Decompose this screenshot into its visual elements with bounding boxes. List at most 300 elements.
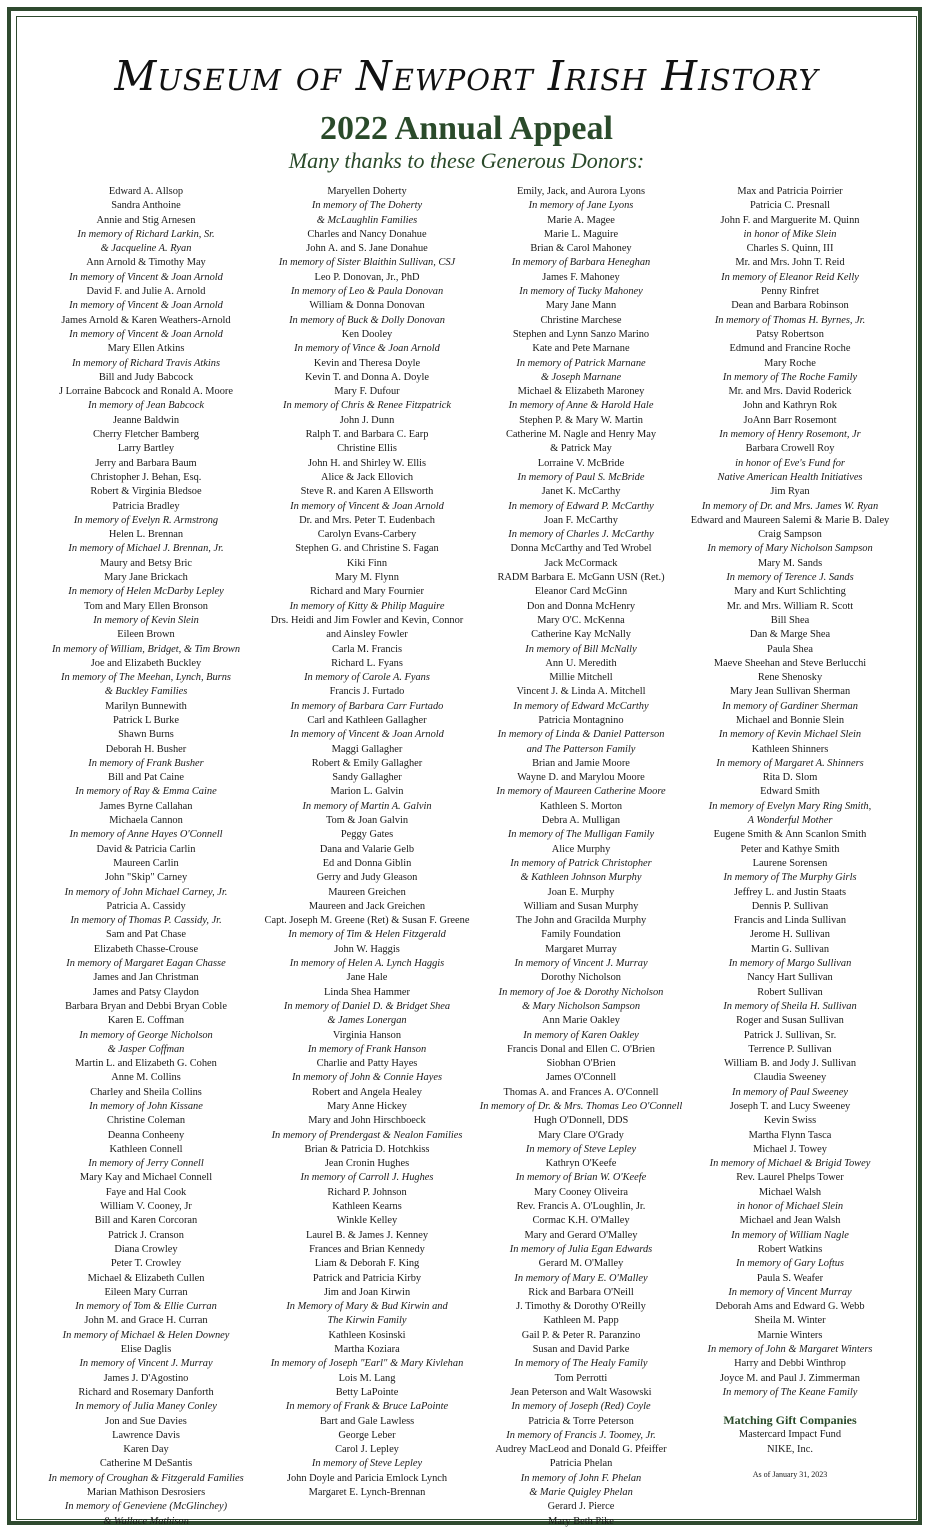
memorial-line: in honor of Michael Slein [736, 1201, 844, 1213]
memorial-line: In memory of Frank Busher [88, 757, 204, 769]
donor-name: Kathleen Shinners [751, 743, 829, 755]
donor-name: Paula S. Weafer [756, 1272, 824, 1284]
donor-name: Don and Donna McHenry [526, 600, 636, 612]
donor-name: Jeffrey L. and Justin Staats [733, 886, 847, 898]
memorial-line: In memory of Mary Nicholson Sampson [707, 543, 873, 555]
donor-name: Bill and Karen Corcoran [94, 1215, 198, 1227]
memorial-line: In memory of Vince & Joan Arnold [294, 343, 440, 355]
donor-name: Michael & Elizabeth Maroney [517, 386, 645, 398]
donor-name: Kathleen M. Papp [543, 1315, 619, 1327]
donor-name: Elise Daglis [120, 1344, 172, 1356]
donor-name: Lois M. Lang [338, 1372, 396, 1384]
memorial-line: In memory of Michael & Brigid Towey [709, 1158, 871, 1170]
memorial-line: In memory of Sheila H. Sullivan [723, 1000, 857, 1012]
memorial-line: & Wallace Mathison [103, 1515, 189, 1527]
donor-name: Jerome H. Sullivan [750, 929, 830, 941]
donor-name: Vincent J. & Linda A. Mitchell [516, 686, 646, 698]
donor-name: Lorraine V. McBride [537, 457, 625, 469]
donor-name: Ken Dooley [341, 328, 393, 340]
donor-name: Gerry and Judy Gleason [316, 872, 418, 884]
donor-name: Siobhan O'Brien [546, 1058, 616, 1070]
memorial-line: In memory of Margaret Eagan Chasse [66, 958, 226, 970]
memorial-line: In memory of Chris & Renee Fitzpatrick [283, 400, 451, 412]
donor-name: Jean Peterson and Walt Wasowski [510, 1386, 652, 1398]
donor-name: Marnie Winters [757, 1329, 823, 1341]
donor-name: John A. and S. Jane Donahue [306, 243, 428, 255]
memorial-line: In memory of The Mulligan Family [507, 829, 655, 841]
donor-name: Christine Coleman [106, 1115, 186, 1127]
donor-name: Eileen Brown [117, 629, 175, 641]
memorial-line: and The Patterson Family [526, 743, 636, 755]
donor-name: Stephen G. and Christine S. Fagan [295, 543, 439, 555]
donor-name: Francis and Linda Sullivan [733, 915, 847, 927]
donor-name: Wayne D. and Marylou Moore [517, 772, 645, 784]
memorial-line: In memory of Carroll J. Hughes [300, 1172, 434, 1184]
donor-name: Thomas A. and Frances A. O'Connell [503, 1086, 659, 1098]
memorial-line: In memory of Prendergast & Nealon Families [271, 1129, 463, 1141]
donor-name: Carolyn Evans-Carbery [317, 529, 417, 541]
donor-name: Peter and Kathye Smith [740, 843, 840, 855]
donor-name: Sandy Gallagher [332, 772, 402, 784]
donor-name: John J. Dunn [339, 414, 395, 426]
donor-name: Michael and Bonnie Slein [735, 714, 845, 726]
donor-name: Christine Ellis [337, 443, 397, 455]
donor-name: Shawn Burns [118, 729, 174, 741]
memorial-line: In memory of Jean Babcock [88, 400, 204, 412]
memorial-line: In memory of Croughan & Fitzgerald Families [48, 1472, 244, 1484]
donor-name: Ed and Donna Giblin [322, 857, 412, 869]
memorial-line: In memory of Richard Travis Atkins [71, 357, 221, 369]
donor-name: Charley and Sheila Collins [90, 1086, 202, 1098]
memorial-line: In memory of John Kissane [89, 1101, 203, 1112]
donor-name: Bill and Judy Babcock [98, 371, 194, 383]
appeal-title: 2022 Annual Appeal [320, 110, 613, 147]
donor-name: Michael Walsh [758, 1186, 822, 1198]
donor-name: Betty LaPointe [335, 1386, 399, 1398]
thanks-subtitle: Many thanks to these Generous Donors: [288, 148, 645, 173]
donor-name: Edward Smith [760, 786, 820, 798]
memorial-line: In memory of The Healy Family [514, 1358, 648, 1370]
donor-name: Dean and Barbara Robinson [731, 300, 849, 312]
memorial-line: In memory of Margaret A. Shinners [716, 757, 864, 769]
donor-name: John "Skip" Carney [104, 872, 188, 884]
donor-name: Bill Shea [770, 614, 810, 626]
memorial-line: In memory of Maureen Catherine Moore [496, 786, 666, 798]
memorial-line: In memory of Helen A. Lynch Haggis [289, 958, 445, 970]
donor-name: Peggy Gates [340, 829, 394, 841]
donor-name: Leo P. Donovan, Jr., PhD [314, 271, 420, 283]
donor-name: Barbara Crowell Roy [745, 443, 835, 455]
donor-name: John H. and Shirley W. Ellis [307, 457, 427, 469]
donor-name: Maureen and Jack Greichen [308, 900, 426, 912]
memorial-line: & Jacqueline A. Ryan [100, 243, 192, 255]
donor-name: Rene Shenosky [757, 672, 823, 684]
donor-name: Richard and Mary Fournier [310, 586, 424, 598]
donor-name: James and Patsy Claydon [93, 986, 199, 998]
donor-name: Jack McCormack [544, 557, 618, 569]
donor-name: Catherine M. Nagle and Henry May [505, 429, 657, 441]
donor-name: Penny Rinfret [760, 286, 819, 298]
donor-name: Patricia A. Cassidy [106, 900, 186, 912]
memorial-line: In memory of Gardiner Sherman [722, 700, 858, 712]
donor-name: Mary and Kurt Schlichting [734, 586, 846, 598]
donor-name: Patrick J. Sullivan, Sr. [743, 1029, 837, 1041]
donor-name: Winkle Kelley [336, 1215, 398, 1227]
donor-name: Patrick and Patricia Kirby [312, 1272, 422, 1284]
memorial-line: In memory of Evelyn R. Armstrong [73, 514, 219, 526]
memorial-line: In memory of Steve Lepley [525, 1143, 637, 1155]
donor-name: Richard P. Johnson [327, 1186, 407, 1198]
memorial-line: In memory of Patrick Christopher [510, 857, 652, 869]
donor-name: Mary M. Sands [757, 557, 823, 569]
donor-name: John W. Haggis [334, 943, 400, 955]
donor-name: Mary Jane Mann [545, 300, 617, 312]
donor-name: Robert Sullivan [757, 986, 823, 998]
memorial-line: In memory of Dr. & Mrs. Thomas Leo O'Connell [479, 1101, 683, 1112]
donor-name: David & Patricia Carlin [96, 843, 196, 855]
donor-name: Janet K. McCarthy [541, 486, 621, 498]
donor-name: Kevin T. and Donna A. Doyle [305, 371, 429, 383]
memorial-line: A Wonderful Mother [747, 815, 833, 827]
memorial-line: In memory of Evelyn Mary Ring Smith, [708, 800, 872, 812]
memorial-line: In memory of The Keane Family [722, 1386, 858, 1398]
memorial-line: In memory of Joseph (Red) Coyle [511, 1401, 651, 1413]
donor-name: Charles and Nancy Donahue [307, 228, 427, 240]
donor-column-1 [36, 186, 256, 1530]
donor-name: Marian Mathison Desrosiers [86, 1487, 206, 1499]
memorial-line: In memory of Vincent J. Murray [79, 1358, 213, 1370]
donor-name: Hugh O'Donnell, DDS [533, 1115, 629, 1127]
memorial-line: & James Lonergan [327, 1015, 407, 1027]
donor-name: Sandra Anthoine [111, 200, 181, 212]
memorial-line: & Mary Nicholson Sampson [521, 1000, 641, 1012]
memorial-line: In memory of Vincent & Joan Arnold [69, 328, 223, 340]
memorial-line: In memory of Leo & Paula Donovan [290, 286, 444, 298]
donor-name: Maureen Greichen [328, 886, 406, 898]
donor-name: Robert & Virginia Bledsoe [90, 486, 202, 498]
donor-name: Joe and Elizabeth Buckley [90, 657, 202, 669]
memorial-line: In memory of Carole A. Fyans [304, 672, 430, 684]
donor-name: Marilyn Bunnewith [105, 700, 187, 712]
donor-name: Diana Crowley [114, 1243, 178, 1255]
memorial-line: In memory of Vincent & Joan Arnold [69, 271, 223, 283]
memorial-line: In memory of Margo Sullivan [728, 958, 852, 970]
memorial-line: In memory of Tim & Helen Fitzgerald [288, 929, 446, 941]
donor-name: William B. and Jody J. Sullivan [723, 1058, 857, 1070]
donor-column-4 [680, 186, 900, 1484]
matching-gift-company: Mastercard Impact Fund [738, 1429, 842, 1441]
donor-name: Tom Perrotti [554, 1372, 608, 1384]
donor-name: Sheila M. Winter [754, 1315, 826, 1327]
donor-name: Marie A. Magee [547, 214, 615, 226]
memorial-line: In memory of John & Margaret Winters [707, 1344, 873, 1356]
donor-name: Stephen P. & Mary W. Martin [519, 414, 643, 426]
donor-name: William & Donna Donovan [309, 300, 425, 312]
donor-name: Terrence P. Sullivan [748, 1043, 832, 1055]
donor-name: Robert Watkins [757, 1243, 823, 1255]
donor-name: James O'Connell [545, 1072, 617, 1084]
donor-name: Jeanne Baldwin [112, 414, 180, 426]
donor-name: Tom and Mary Ellen Bronson [84, 600, 208, 612]
donor-name: Marie L. Maguire [543, 228, 619, 240]
donor-name: RADM Barbara E. McGann USN (Ret.) [497, 572, 665, 584]
donor-name: Maureen Carlin [113, 857, 179, 869]
memorial-line: In memory of Henry Rosemont, Jr [719, 429, 861, 441]
donor-name: Rick and Barbara O'Neill [528, 1286, 634, 1298]
donor-name: Dorothy Nicholson [541, 972, 621, 984]
memorial-line: In memory of Karen Oakley [523, 1029, 639, 1041]
donor-name: James and Jan Christman [93, 972, 199, 984]
memorial-line: In memory of Linda & Daniel Patterson [497, 729, 665, 741]
donor-name: Dana and Valarie Gelb [319, 843, 415, 855]
memorial-line: In memory of Tucky Mahoney [519, 286, 643, 298]
donor-name: Joan E. Murphy [547, 886, 615, 898]
donor-name: William and Susan Murphy [523, 900, 639, 912]
donor-name: Patsy Robertson [756, 328, 824, 340]
donor-name: Mary Anne Hickey [327, 1101, 407, 1112]
memorial-line: In memory of Vincent & Joan Arnold [290, 500, 444, 512]
memorial-line: In memory of Michael & Helen Downey [62, 1329, 230, 1341]
donor-name: Jim Ryan [770, 486, 810, 498]
donor-name: Emily, Jack, and Aurora Lyons [516, 186, 646, 197]
memorial-line: In memory of Helen McDarby Lepley [68, 586, 224, 598]
donor-name: Liam & Deborah F. King [314, 1258, 420, 1270]
memorial-line: In memory of Vincent & Joan Arnold [69, 300, 223, 312]
donor-name: Kate and Pete Marnane [532, 343, 630, 355]
donor-name: and Ainsley Fowler [326, 629, 408, 641]
donor-name: Joyce M. and Paul J. Zimmerman [720, 1372, 860, 1384]
donor-name: Mary F. Dufour [334, 386, 400, 398]
donor-name: Patrick J. Cranson [108, 1229, 184, 1241]
donor-name: Francis J. Furtado [329, 686, 405, 698]
memorial-line: In memory of Vincent J. Murray [514, 958, 648, 970]
memorial-line: In memory of Charles J. McCarthy [508, 529, 654, 541]
donor-name: Deanna Conheeny [107, 1129, 185, 1141]
memorial-line: In memory of Martin A. Galvin [302, 800, 432, 812]
memorial-line: & Buckley Families [104, 686, 188, 698]
donor-name: Mr. and Mrs. John T. Reid [735, 257, 845, 269]
donor-name: Alice Murphy [551, 843, 611, 855]
donor-name: Drs. Heidi and Jim Fowler and Kevin, Connor [270, 614, 464, 626]
matching-gift-company: NIKE, Inc. [767, 1443, 813, 1455]
donor-name: William V. Cooney, Jr [100, 1201, 192, 1213]
memorial-line: In memory of Barbara Heneghan [511, 257, 651, 269]
donor-name: Catherine Kay McNally [531, 629, 631, 641]
donor-name: Carla M. Francis [331, 643, 403, 655]
donor-name: Richard and Rosemary Danforth [78, 1386, 214, 1398]
memorial-line: In memory of Kitty & Philip Maguire [289, 600, 445, 612]
donor-name: Mary Ellen Atkins [107, 343, 185, 355]
memorial-line: In memory of Joe & Dorothy Nicholson [498, 986, 664, 998]
donor-name: JoAnn Barr Rosemont [743, 414, 837, 426]
donor-name: Max and Patricia Poirrier [737, 186, 843, 197]
donor-name: John and Kathryn Rok [743, 400, 837, 412]
donor-name: Claudia Sweeney [753, 1072, 827, 1084]
memorial-line: In memory of Gary Loftus [736, 1258, 844, 1270]
donor-name: Mr. and Mrs. William R. Scott [726, 600, 854, 612]
donor-name: Family Foundation [541, 929, 621, 941]
memorial-line: In memory of Julia Egan Edwards [509, 1243, 653, 1255]
donor-name: Patricia C. Presnall [750, 200, 830, 212]
donor-name: Rev. Laurel Phelps Tower [736, 1172, 844, 1184]
memorial-line: In memory of Kevin Slein [93, 614, 199, 626]
memorial-line: In memory of Buck & Dolly Donovan [289, 314, 445, 326]
donor-name: Catherine M DeSantis [99, 1458, 193, 1470]
donor-name: Elizabeth Chasse-Crouse [93, 943, 199, 955]
donor-name: Annie and Stig Arnesen [96, 214, 196, 226]
donor-name: George Leber [338, 1429, 396, 1441]
donor-name: Michael & Elizabeth Cullen [87, 1272, 205, 1284]
donor-name: David F. and Julie A. Arnold [86, 286, 206, 298]
donor-name: Cherry Fletcher Bamberg [93, 429, 199, 441]
memorial-line: & Jasper Coffman [107, 1043, 185, 1055]
donor-name: Donna McCarthy and Ted Wrobel [510, 543, 652, 555]
donor-name: Mary and John Hirschboeck [308, 1115, 426, 1127]
donor-name: Virginia Hanson [332, 1029, 402, 1041]
memorial-line: In memory of The Roche Family [722, 371, 858, 383]
donor-name: Lawrence Davis [112, 1429, 180, 1441]
donor-name: Carl and Kathleen Gallagher [307, 714, 427, 726]
memorial-line: In memory of Sister Blaithin Sullivan, CSJ [278, 257, 456, 269]
donor-name: Maeve Sheehan and Steve Berlucchi [713, 657, 867, 669]
donor-name: Edmund and Francine Roche [729, 343, 851, 355]
memorial-line: In memory of Frank Hanson [307, 1043, 427, 1055]
donor-name: James J. D'Agostino [103, 1372, 189, 1384]
donor-name: Ann Marie Oakley [542, 1015, 620, 1027]
matching-gift-heading: Matching Gift Companies [723, 1412, 857, 1427]
donor-name: Christopher J. Behan, Esq. [90, 471, 202, 483]
memorial-line: In memory of Thomas P. Cassidy, Jr. [70, 915, 222, 927]
memorial-line: In memory of Frank & Bruce LaPointe [285, 1401, 449, 1413]
memorial-line: In memory of The Murphy Girls [723, 872, 857, 884]
donor-name: Edward and Maureen Salemi & Marie B. Daley [690, 514, 890, 526]
donor-name: Jerry and Barbara Baum [95, 457, 197, 469]
donor-name: Mary Kay and Michael Connell [79, 1172, 213, 1184]
memorial-line: in honor of Eve's Fund for [735, 457, 845, 469]
donor-name: Maury and Betsy Bric [99, 557, 193, 569]
donor-name: John Doyle and Paricia Emlock Lynch [286, 1472, 448, 1484]
memorial-line: In memory of Vincent & Joan Arnold [290, 729, 444, 741]
donor-name: Brian and Jamie Moore [532, 757, 630, 769]
donor-name: Mary O'C. McKenna [537, 614, 625, 626]
donor-name: Charlie and Patty Hayes [316, 1058, 418, 1070]
donor-name: Deborah H. Busher [105, 743, 187, 755]
donor-name: Marion L. Galvin [330, 786, 404, 798]
donor-name: & Patrick May [550, 443, 612, 455]
memorial-line: In memory of Mary E. O'Malley [514, 1272, 648, 1284]
donor-name: Ann U. Meredith [545, 657, 617, 669]
donor-name: Carol J. Lepley [335, 1444, 399, 1456]
donor-name: Maggi Gallagher [331, 743, 403, 755]
donor-name: Audrey MacLeod and Donald G. Pfeiffer [495, 1444, 667, 1456]
donor-name: Mary Clare O'Grady [538, 1129, 624, 1141]
donor-name: Capt. Joseph M. Greene (Ret) & Susan F. Greene [264, 915, 470, 927]
donor-name: Helen L. Brennan [108, 529, 184, 541]
memorial-line: In memory of Anne & Harold Hale [508, 400, 654, 412]
donor-name: Kathryn O'Keefe [545, 1158, 617, 1170]
donor-name: Joseph T. and Lucy Sweeney [729, 1101, 851, 1112]
donor-name: Mary Jane Brickach [104, 572, 188, 584]
donor-name: Paula Shea [767, 643, 813, 655]
donor-name: Gail P. & Peter R. Paranzino [521, 1329, 641, 1341]
donor-name: Christine Marchese [540, 314, 622, 326]
donor-name: Nancy Hart Sullivan [747, 972, 833, 984]
donor-name: Michael and Jean Walsh [739, 1215, 841, 1227]
donor-name: John F. and Marguerite M. Quinn [720, 214, 860, 226]
memorial-line: & Joseph Marnane [540, 371, 622, 383]
memorial-line: In memory of Francis J. Toomey, Jr. [506, 1429, 656, 1441]
donor-name: Rev. Francis A. O'Loughlin, Jr. [516, 1201, 646, 1213]
donor-name: Kathleen Kosinski [328, 1329, 406, 1341]
memorial-line: In memory of Patrick Marnane [516, 357, 646, 369]
memorial-line: In memory of Dr. and Mrs. James W. Ryan [701, 500, 879, 512]
donor-name: Patricia Bradley [112, 500, 180, 512]
donor-name: Rita D. Slom [762, 772, 818, 784]
donor-name: Karen E. Coffman [107, 1015, 185, 1027]
donor-name: Harry and Debbi Winthrop [734, 1358, 846, 1370]
memorial-line: In memory of Barbara Carr Furtado [290, 700, 444, 712]
donor-name: Dan & Marge Shea [749, 629, 831, 641]
donor-name: Eleanor Card McGinn [534, 586, 628, 598]
donor-name: Dr. and Mrs. Peter T. Eudenbach [299, 514, 435, 526]
donor-name: Jon and Sue Davies [105, 1415, 187, 1427]
donor-name: Jane Hale [346, 972, 388, 984]
donor-name: Mary and Gerard O'Malley [524, 1229, 638, 1241]
memorial-line: In Memory of Mary & Bud Kirwin and [286, 1301, 448, 1313]
memorial-line: In memory of Paul S. McBride [517, 471, 645, 483]
memorial-line: In memory of Thomas H. Byrnes, Jr. [714, 314, 866, 326]
donor-name: Eugene Smith & Ann Scanlon Smith [713, 829, 867, 841]
donor-name: Brian & Patricia D. Hotchkiss [304, 1143, 430, 1155]
donor-name: Michaela Cannon [109, 815, 183, 827]
donor-name: Kathleen S. Morton [539, 800, 623, 812]
memorial-line: In memory of Joseph "Earl" & Mary Kivlehan [270, 1358, 464, 1370]
donor-name: Eileen Mary Curran [104, 1286, 188, 1298]
donor-name: Margaret E. Lynch-Brennan [308, 1487, 426, 1499]
donor-name: The John and Gracilda Murphy [515, 915, 647, 927]
memorial-line: In memory of Geneviene (McGlinchey) [64, 1501, 228, 1513]
donor-name: Martha Flynn Tasca [748, 1129, 832, 1141]
memorial-line: In memory of Eleanor Reid Kelly [721, 271, 859, 283]
memorial-line: in honor of Mike Slein [743, 228, 837, 240]
donor-name: Steve R. and Karen A Ellsworth [300, 486, 434, 498]
donor-name: Mary Beth Pike [548, 1515, 614, 1527]
donor-name: Alice & Jack Ellovich [320, 471, 414, 483]
memorial-line: In memory of Brian W. O'Keefe [515, 1172, 647, 1184]
donor-name: Mary Roche [764, 357, 816, 369]
memorial-line: In memory of John Michael Carney, Jr. [64, 886, 228, 898]
memorial-line: & McLaughlin Families [316, 214, 418, 226]
donor-name: Linda Shea Hammer [324, 986, 410, 998]
memorial-line: The Kirwin Family [327, 1315, 407, 1327]
donor-name: Debra A. Mulligan [541, 815, 621, 827]
memorial-line: In memory of Michael J. Brennan, Jr. [68, 543, 224, 555]
donor-name: Larry Bartley [117, 443, 175, 455]
donor-name: Martin G. Sullivan [750, 943, 830, 955]
memorial-line: In memory of Ray & Emma Caine [75, 786, 217, 798]
memorial-line: In memory of Edward P. McCarthy [508, 500, 654, 512]
memorial-line: Native American Health Initiatives [717, 471, 863, 483]
donor-name: Maryellen Doherty [327, 186, 407, 197]
donor-name: Roger and Susan Sullivan [736, 1015, 844, 1027]
donor-name: Martha Koziara [334, 1344, 400, 1356]
donor-name: Richard L. Fyans [331, 657, 403, 669]
donor-name: J. Timothy & Dorothy O'Reilly [516, 1301, 646, 1313]
donor-name: Craig Sampson [758, 529, 822, 541]
memorial-line: In memory of Paul Sweeney [732, 1086, 848, 1098]
donor-column-3 [471, 186, 691, 1530]
donor-name: Gerard J. Pierce [547, 1501, 615, 1513]
